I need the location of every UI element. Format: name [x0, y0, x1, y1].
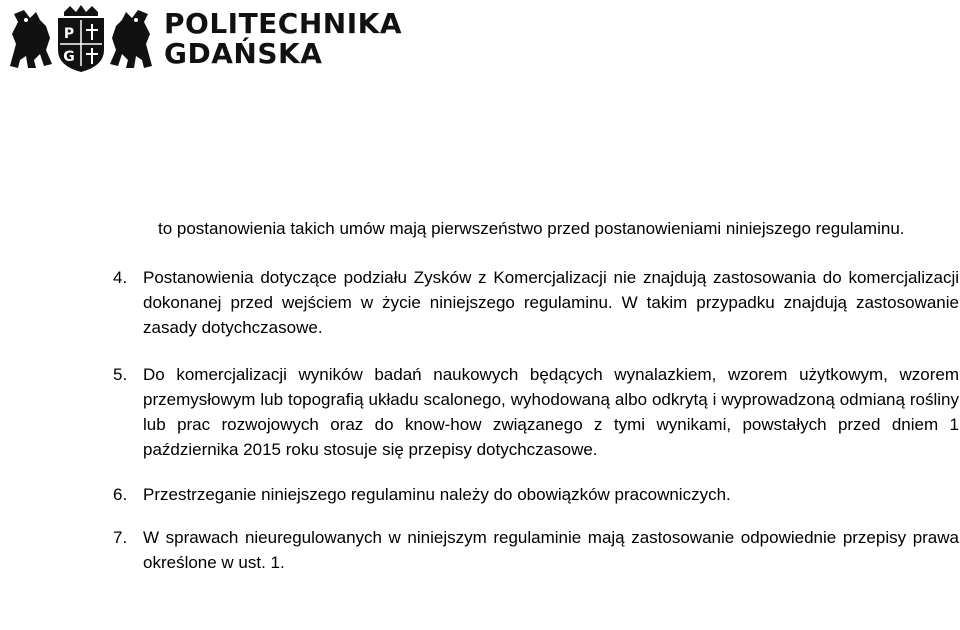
griffin-crest-icon — [6, 4, 156, 74]
regulation-text — [0, 216, 960, 575]
emblem-letter-p: P — [63, 26, 75, 42]
item-number: 6. — [113, 485, 128, 504]
list-item — [113, 362, 959, 462]
list-item — [113, 482, 959, 507]
university-name — [164, 9, 402, 69]
item-text: Do komercjalizacji wyników badań naukowych będących wynalazkiem, wzorem użytkowym, wzorem przemysłowym lub topografią układu scalonego, wyhodowaną albo odkrytą i wyprowadzoną odmianą rośliny lub prac rozwojowych oraz do know-how związanego z tymi wynikami, powstałych przed dniem 1 października 2015 roku stosuje się przepisy dotychczasowe. — [143, 365, 959, 459]
emblem-letter-g: G — [63, 49, 75, 65]
item-text: Postanowienia dotyczące podziału Zysków z Komercjalizacji nie znajdują zastosowania do komercjalizacji dokonanej przed wejściem w życie niniejszego regulaminu. W takim przypadku znajdują zastosowanie zasady dotychczasowe. — [143, 268, 959, 337]
item-text: W sprawach nieuregulowanych w niniejszym regulaminie mają zastosowanie odpowiednie przepisy prawa określone w ust. 1. — [143, 528, 959, 572]
item-number: 5. — [113, 365, 128, 384]
item-number: 4. — [113, 268, 128, 287]
item-text: Przestrzeganie niniejszego regulaminu należy do obowiązków pracowniczych. — [143, 485, 731, 504]
logo-line-1: POLITECHNIKA — [164, 7, 403, 40]
logo-line-2: GDAŃSKA — [164, 37, 323, 70]
university-logo — [6, 4, 402, 74]
intro-paragraph: to postanowienia takich umów mają pierwszeństwo przed postanowieniami niniejszego regulaminu. — [158, 219, 905, 238]
list-item — [113, 525, 959, 575]
item-number: 7. — [113, 528, 128, 547]
list-item — [113, 265, 959, 340]
